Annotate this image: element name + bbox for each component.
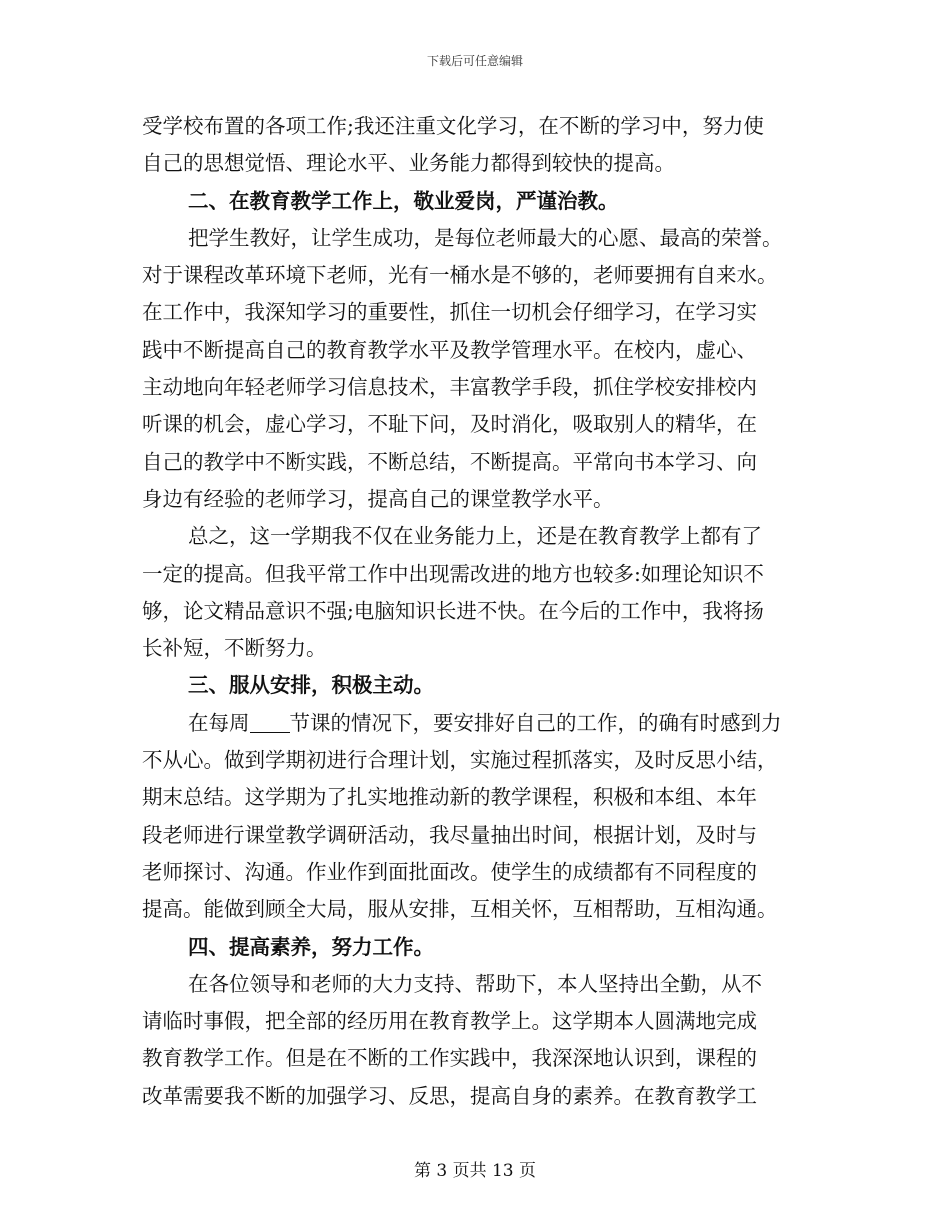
body-line: 自己的教学中不断实践，不断总结，不断提高。平常向书本学习、向 <box>142 449 757 474</box>
body-line: 一定的提高。但我平常工作中出现需改进的地方也较多:如理论知识不 <box>142 561 764 586</box>
section-heading-3: 三、服从安排，积极主动。 <box>188 673 434 698</box>
body-line: 够，论文精品意识不强;电脑知识长进不快。在今后的工作中，我将扬 <box>142 598 764 623</box>
body-line: 请临时事假，把全部的经历用在教育教学上。这学期本人圆满地完成 <box>142 1009 757 1034</box>
body-line: 受学校布置的各项工作;我还注重文化学习，在不断的学习中，努力使 <box>142 114 764 138</box>
fill-in-blank <box>250 710 290 733</box>
body-line: 对于课程改革环境下老师，光有一桶水是不够的，老师要拥有自来水。 <box>142 263 778 288</box>
body-line: 长补短，不断努力。 <box>142 636 327 661</box>
paragraph-start-line <box>142 705 808 742</box>
section-heading-4: 四、提高素养，努力工作。 <box>188 934 434 959</box>
section-heading-2: 二、在教育教学工作上，敬业爱岗，严谨治教。 <box>188 188 619 213</box>
body-line: 身边有经验的老师学习，提高自己的课堂教学水平。 <box>142 486 614 511</box>
body-line: 段老师进行课堂教学调研活动，我尽量抽出时间，根据计划，及时与 <box>142 822 757 847</box>
paragraph-start-line: 在各位领导和老师的大力支持、帮助下，本人坚持出全勤，从不 <box>188 971 762 996</box>
body-line: 老师探讨、沟通。作业作到面批面改。使学生的成绩都有不同程度的 <box>142 859 757 884</box>
body-line: 在工作中，我深知学习的重要性，抓住一切机会仔细学习，在学习实 <box>142 300 757 325</box>
body-line: 听课的机会，虚心学习，不耻下问，及时消化，吸取别人的精华，在 <box>142 412 757 437</box>
body-line: 践中不断提高自己的教育教学水平及教学管理水平。在校内，虚心、 <box>142 337 757 362</box>
text-after-blank: 节课的情况下，要安排好自己的工作，的确有时感到力 <box>289 710 782 735</box>
document-body <box>142 108 808 1115</box>
body-line: 不从心。做到学期初进行合理计划，实施过程抓落实，及时反思小结， <box>142 748 778 773</box>
body-line: 改革需要我不断的加强学习、反思，提高自身的素养。在教育教学工 <box>142 1083 757 1108</box>
text-before-blank: 在每周 <box>188 710 250 735</box>
paragraph-start-line: 把学生教好，让学生成功，是每位老师最大的心愿、最高的荣誉。 <box>188 225 783 250</box>
download-note: 下载后可任意编辑 <box>426 54 523 68</box>
body-line: 自己的思想觉悟、理论水平、业务能力都得到较快的提高。 <box>142 151 675 176</box>
body-line: 教育教学工作。但是在不断的工作实践中，我深深地认识到，课程的 <box>142 1046 757 1071</box>
page-number: 第 3 页共 13 页 <box>413 1161 537 1181</box>
body-line: 提高。能做到顾全大局，服从安排，互相关怀，互相帮助，互相沟通。 <box>142 897 778 922</box>
paragraph-start-line: 总之，这一学期我不仅在业务能力上，还是在教育教学上都有了 <box>188 524 762 549</box>
body-line: 期末总结。这学期为了扎实地推动新的教学课程，积极和本组、本年 <box>142 785 757 810</box>
body-line: 主动地向年轻老师学习信息技术，丰富教学手段，抓住学校安排校内 <box>142 375 757 400</box>
